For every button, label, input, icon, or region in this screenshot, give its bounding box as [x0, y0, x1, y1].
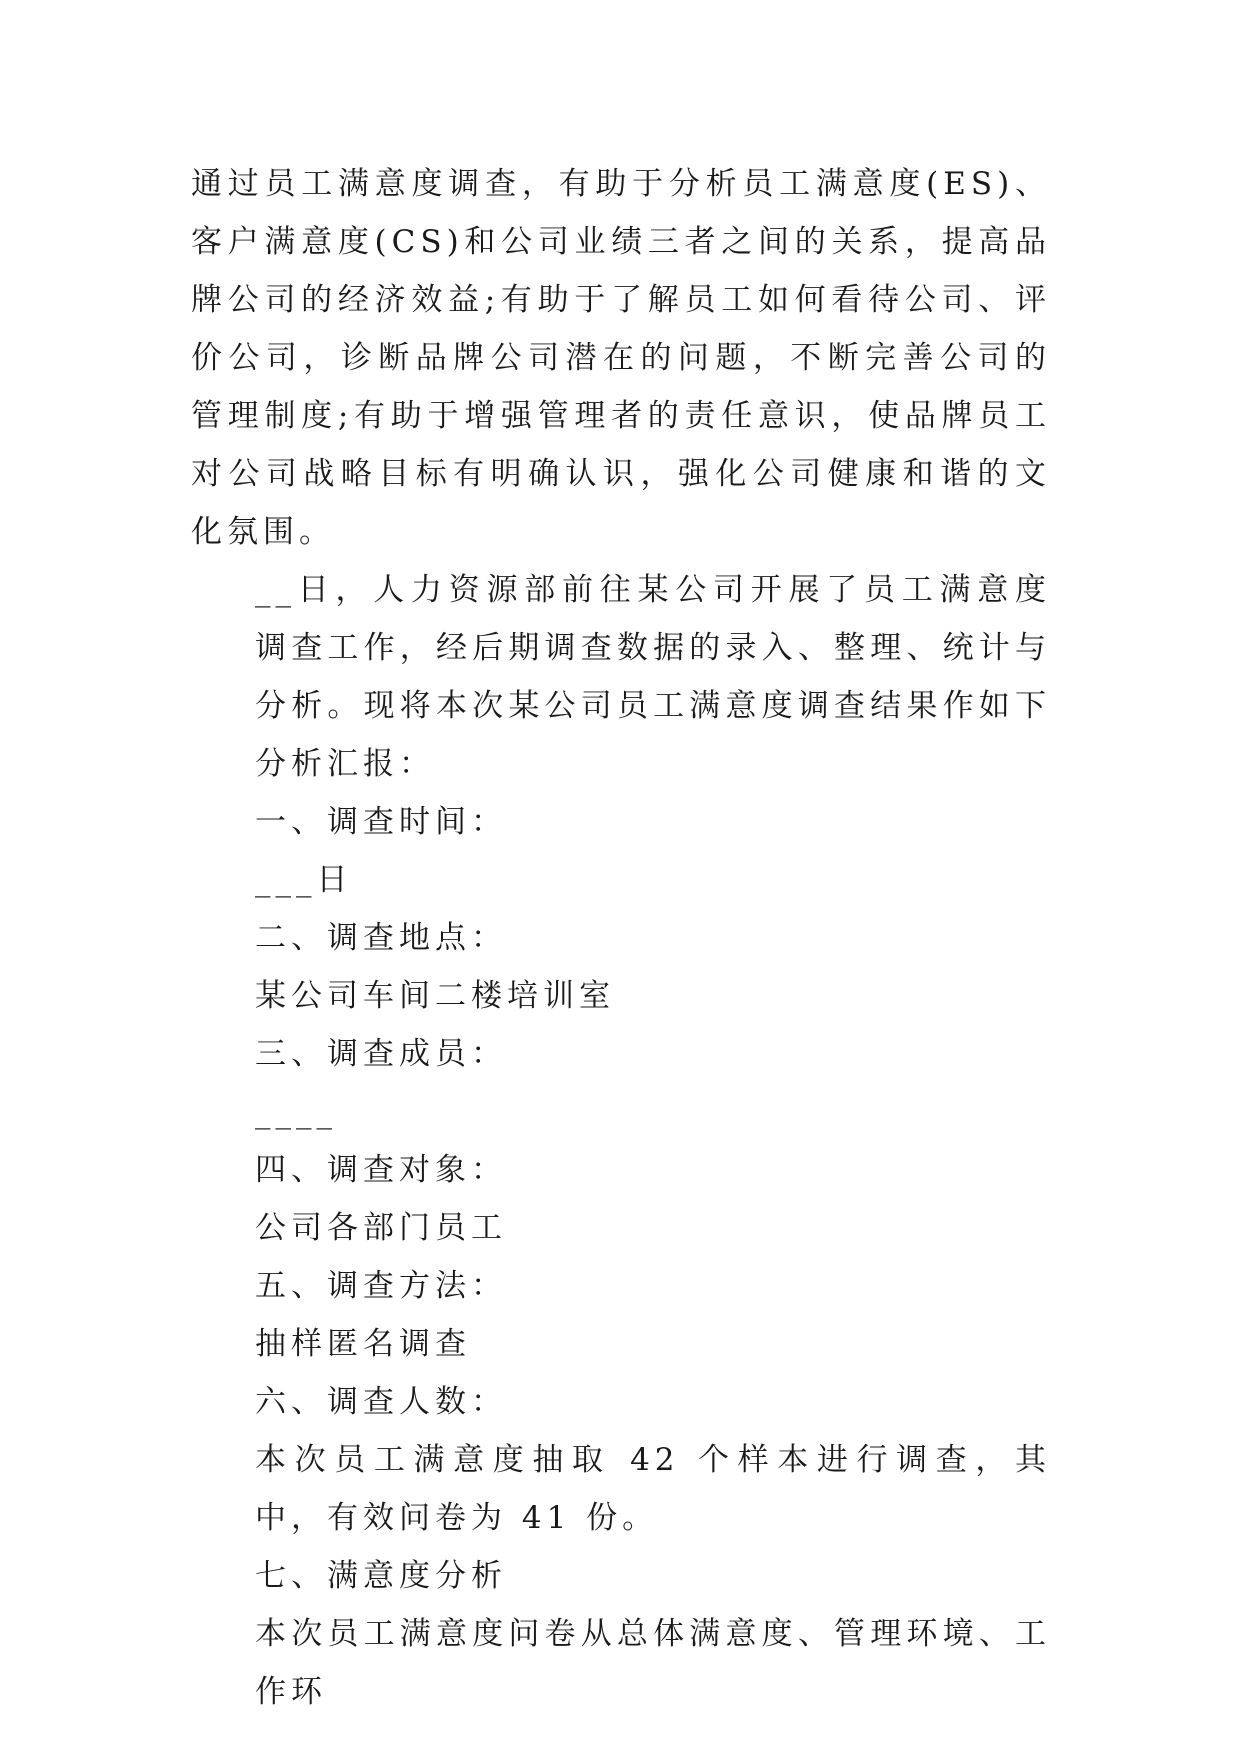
section-heading-members: 三、调查成员：: [255, 1036, 507, 1072]
paragraph-intro: 通过员工满意度调查，有助于分析员工满意度(ES)、客户满意度(CS)和公司业绩三者之间的关系，提高品牌公司的经济效益;有助于了解员工如何看待公司、评价公司，诊断品牌公司潜在的问题，不断完善公司的管理制度;有助于增强管理者的责任意识，使品牌员工对公司战略目标有明确认识，强化公司健康和谐的文化氛围。: [191, 166, 1051, 550]
section-heading-analysis: 七、满意度分析: [255, 1558, 507, 1594]
section-heading-subjects: 四、调查对象：: [255, 1152, 507, 1188]
section-value-subjects: 公司各部门员工: [255, 1210, 507, 1246]
section-value-location: 某公司车间二楼培训室: [255, 978, 615, 1014]
paragraph-overview: __日，人力资源部前往某公司开展了员工满意度调查工作，经后期调查数据的录入、整理、统计与分析。现将本次某公司员工满意度调查结果作如下分析汇报：: [255, 572, 1051, 782]
section-value-analysis: 本次员工满意度问卷从总体满意度、管理环境、工作环: [255, 1616, 1051, 1710]
section-heading-time: 一、调查时间：: [255, 804, 507, 840]
section-value-method: 抽样匿名调查: [255, 1326, 471, 1362]
section-heading-location: 二、调查地点：: [255, 920, 507, 956]
section-value-count: 本次员工满意度抽取 42 个样本进行调查，其中，有效问卷为 41 份。: [255, 1442, 1051, 1536]
section-heading-method: 五、调查方法：: [255, 1268, 507, 1304]
section-heading-count: 六、调查人数：: [255, 1384, 507, 1420]
section-value-members: ____: [255, 1094, 337, 1130]
section-value-time: ___日: [255, 862, 353, 898]
document-body: [191, 155, 1051, 1721]
